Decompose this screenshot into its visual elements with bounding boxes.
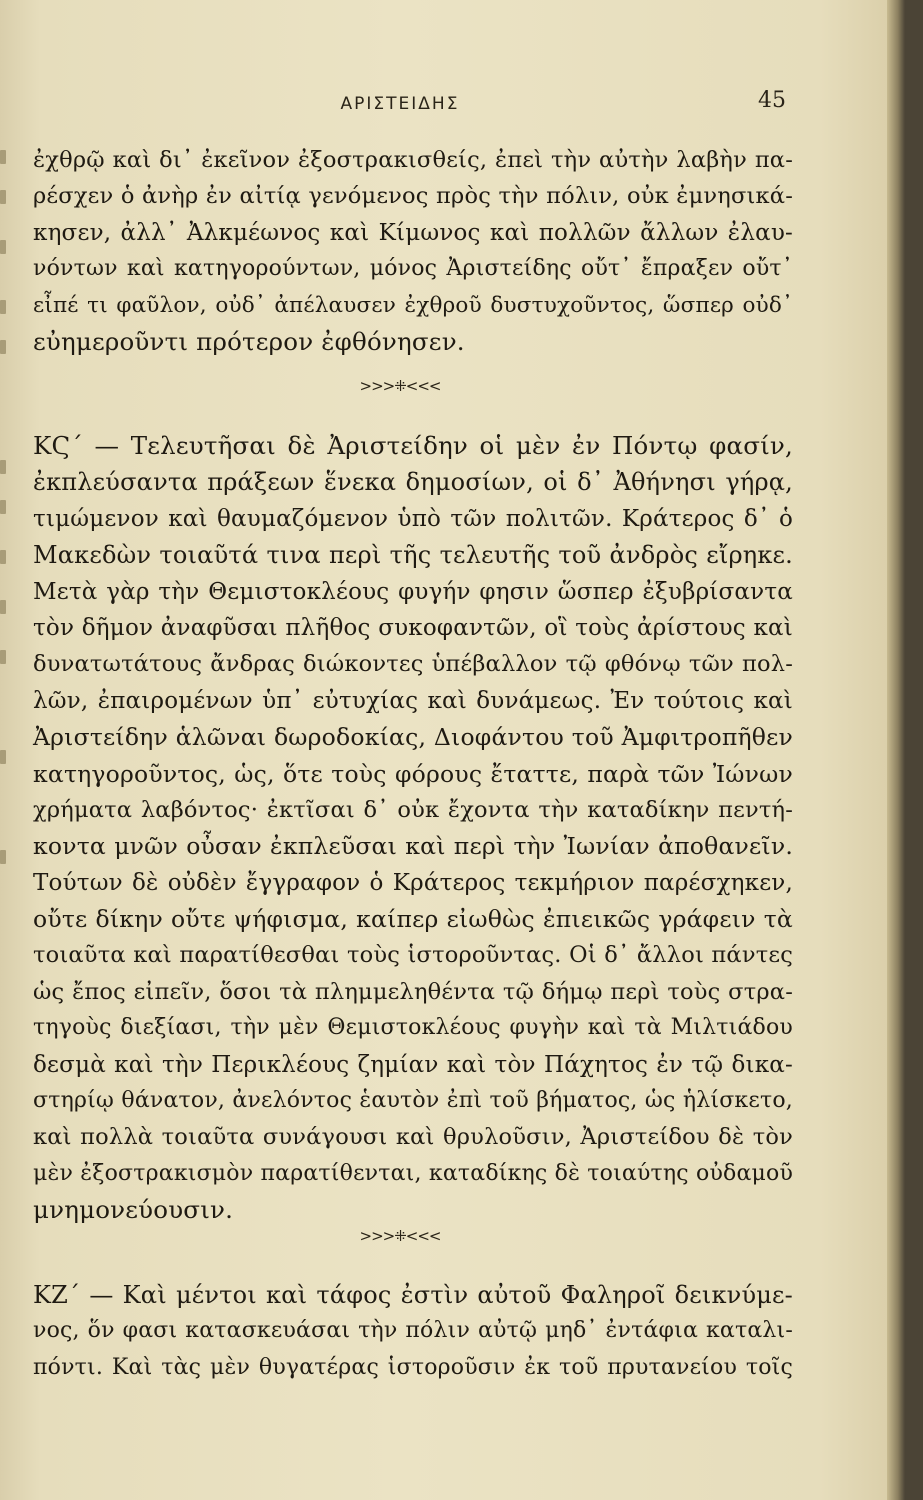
text-line: δεσμὰ καὶ τὴν Περικλέους ζημίαν καὶ τὸν Πάχητος ἐν τῷ δικα- (33, 1051, 793, 1078)
text-line: λῶν, ἐπαιρομένων ὑπ᾽ εὐτυχίας καὶ δυνάμεως. Ἐν τούτοις καὶ (33, 687, 793, 714)
text-line: κοντα μνῶν οὖσαν ἐκπλεῦσαι καὶ περὶ τὴν Ἰωνίαν ἀποθανεῖν. (33, 832, 793, 861)
paragraph-2 (33, 428, 793, 1229)
text-line: χρήματα λαβόντος· ἐκτῖσαι δ᾽ οὐκ ἔχοντα τὴν καταδίκην πεντή- (33, 796, 793, 823)
text-line: ἐκπλεύσαντα πράξεων ἕνεκα δημοσίων, οἱ δ᾽ Ἀθήνησι γήρᾳ, (33, 468, 793, 497)
text-line: τιμώμενον καὶ θαυμαζόμενον ὑπὸ τῶν πολιτῶν. Κράτερος δ᾽ ὁ (33, 505, 793, 532)
section-ornament: >>>⁜<<< (359, 377, 441, 395)
text-line: κησεν, ἀλλ᾽ Ἀλκμέωνος καὶ Κίμωνος καὶ πολλῶν ἄλλων ἐλαυ- (33, 219, 793, 246)
text-line: νος, ὅν φασι κατασκευάσαι τὴν πόλιν αὐτῷ μηδ᾽ ἐντάφια καταλι- (33, 1318, 793, 1344)
text-line: Μετὰ γὰρ τὴν Θεμιστοκλέους φυγήν φησιν ὥσπερ ἐξυβρίσαντα (33, 578, 793, 605)
text-line: Ἀριστείδην ἁλῶναι δωροδοκίας, Διοφάντου τοῦ Ἀμφιτροπῆθεν (33, 723, 793, 752)
text-line: δυνατωτάτους ἄνδρας διώκοντες ὑπέβαλλον τῷ φθόνῳ τῶν πολ- (33, 651, 793, 678)
text-line: στηρίῳ θάνατον, ἀνελόντος ἑαυτὸν ἐπὶ τοῦ βήματος, ὡς ἡλίσκετο, (33, 1088, 793, 1114)
section-ornament: >>>⁜<<< (359, 1227, 441, 1245)
text-line: εὐημεροῦντι πρότερον ἐφθόνησεν. (33, 326, 465, 356)
text-line: κατηγοροῦντος, ὡς, ὅτε τοὺς φόρους ἔταττε, παρὰ τῶν Ἰώνων (33, 759, 793, 788)
page-number: 45 (758, 88, 786, 113)
running-title: ΑΡΙΣΤΕΙΔΗΣ (340, 94, 460, 114)
binding-edge (0, 130, 8, 1500)
text-line: ΚϚ΄ — Τελευτῆσαι δὲ Ἀριστείδην οἱ μὲν ἐν Πόντῳ φασίν, (33, 431, 793, 460)
paragraph-3 (33, 1277, 793, 1386)
text-line: ὡς ἔπος εἰπεῖν, ὅσοι τὰ πλημμεληθέντα τῷ δήμῳ περὶ τοὺς στρα- (33, 978, 793, 1005)
page-header (0, 82, 905, 116)
text-line: πόντι. Καὶ τὰς μὲν θυγατέρας ἱστοροῦσιν ἐκ τοῦ πρυτανείου τοῖς (33, 1354, 793, 1380)
text-line: μὲν ἐξοστρακισμὸν παρατίθενται, καταδίκης δὲ τοιαύτης οὐδαμοῦ (33, 1160, 794, 1186)
text-line: τὸν δῆμον ἀναφῦσαι πλῆθος συκοφαντῶν, οἳ τοὺς ἀρίστους καὶ (33, 614, 793, 641)
text-line: Μακεδὼν τοιαῦτά τινα περὶ τῆς τελευτῆς τοῦ ἀνδρὸς εἴρηκε. (33, 541, 793, 570)
text-line: τηγοὺς διεξίασι, τὴν μὲν Θεμιστοκλέους φυγὴν καὶ τὰ Μιλτιάδου (33, 1015, 793, 1041)
text-line: καὶ πολλὰ τοιαῦτα συνάγουσι καὶ θρυλοῦσιν, Ἀριστείδου δὲ τὸν (33, 1124, 793, 1151)
paragraph-1 (33, 142, 793, 360)
text-line: τοιαῦτα καὶ παρατίθεσθαι τοὺς ἱστοροῦντας. Οἱ δ᾽ ἄλλοι πάντες (33, 942, 793, 969)
page-edge-shadow (887, 0, 905, 1500)
text-line: Τούτων δὲ οὐδὲν ἔγγραφον ὁ Κράτερος τεκμήριον παρέσχηκεν, (33, 869, 793, 896)
text-line: νόντων καὶ κατηγορούντων, μόνος Ἀριστείδης οὔτ᾽ ἔπραξεν οὔτ᾽ (33, 256, 793, 282)
text-line: ἐχθρῷ καὶ δι᾽ ἐκεῖνον ἐξοστρακισθείς, ἐπεὶ τὴν αὐτὴν λαβὴν πα- (33, 147, 793, 173)
text-line: ρέσχεν ὁ ἀνὴρ ἐν αἰτίᾳ γενόμενος πρὸς τὴν πόλιν, οὐκ ἐμνησικά- (33, 183, 793, 210)
text-line: μνημονεύουσιν. (33, 1195, 234, 1225)
text-line: οὔτε δίκην οὔτε ψήφισμα, καίπερ εἰωθὼς ἐπιεικῶς γράφειν τὰ (33, 905, 793, 934)
text-line: εἶπέ τι φαῦλον, οὐδ᾽ ἀπέλαυσεν ἐχθροῦ δυστυχοῦντος, ὥσπερ οὐδ᾽ (33, 292, 793, 318)
text-line: ΚΖ΄ — Καὶ μέντοι καὶ τάφος ἐστὶν αὐτοῦ Φαληροῖ δεικνύμε- (33, 1281, 793, 1309)
